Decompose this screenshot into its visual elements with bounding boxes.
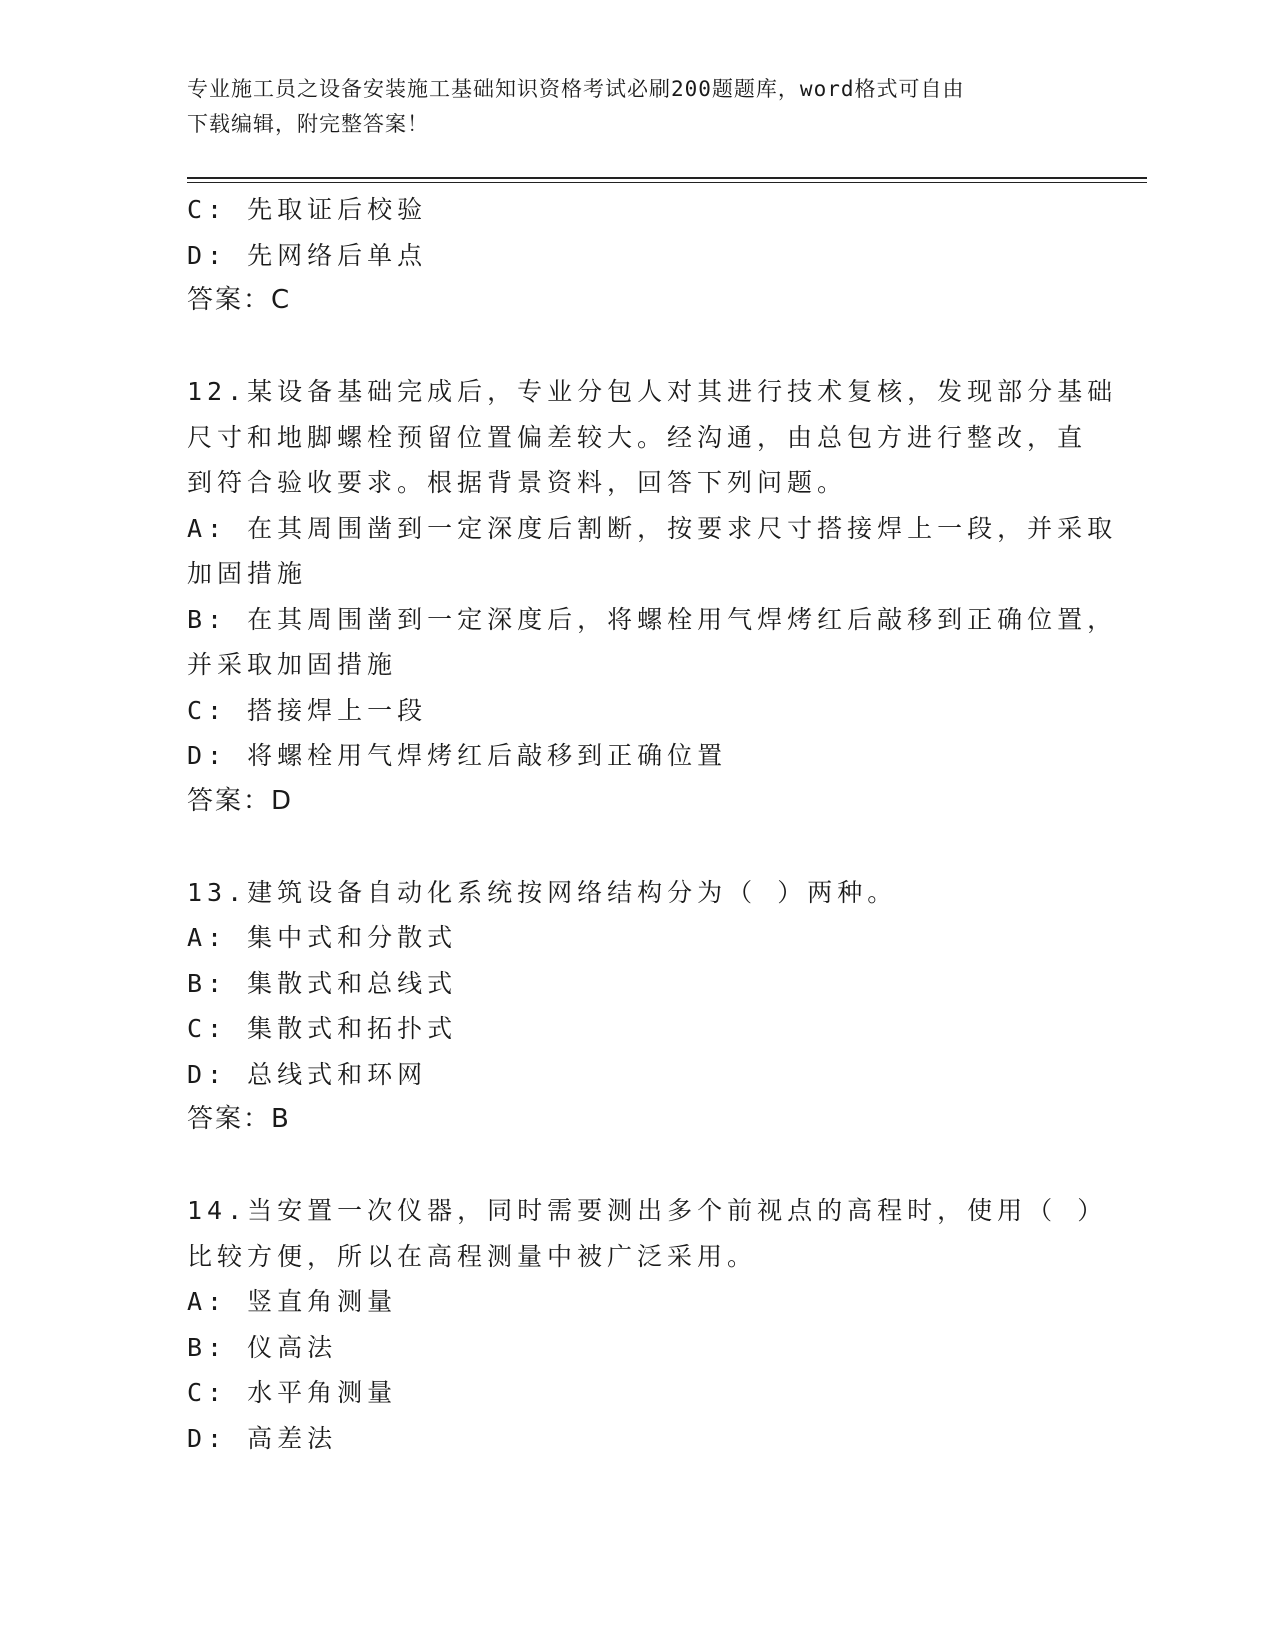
spacer [187, 1143, 1077, 1189]
option-a: A: 竖直角测量 [187, 1287, 398, 1316]
question-12 [187, 369, 1118, 824]
option-d: D: 将螺栓用气焊烤红后敲移到正确位置 [187, 741, 728, 770]
header-title-line-1: 专业施工员之设备安装施工基础知识资格考试必刷200题题库，word格式可自由 [187, 77, 965, 101]
question-stem-line: 14.当安置一次仪器，同时需要测出多个前视点的高程时，使用（ ） [187, 1196, 1108, 1225]
option-a-continued: 加固措施 [187, 559, 308, 588]
document-header [187, 72, 1067, 142]
option-c: C: 水平角测量 [187, 1378, 398, 1407]
spacer [187, 824, 1077, 870]
option-b-continued: 并采取加固措施 [187, 650, 398, 679]
question-13 [187, 870, 1077, 1143]
answer-line: 答案：B [187, 1104, 291, 1134]
option-b: B: 在其周围凿到一定深度后，将螺栓用气焊烤红后敲移到正确位置， [187, 604, 1118, 634]
option-c: C: 先取证后校验 [187, 195, 428, 224]
question-list [187, 187, 1118, 1461]
question-stem-line: 12.某设备基础完成后，专业分包人对其进行技术复核，发现部分基础 [187, 377, 1118, 406]
option-a: A: 在其周围凿到一定深度后割断，按要求尺寸搭接焊上一段，并采取 [187, 513, 1118, 543]
option-b: B: 集散式和总线式 [187, 968, 458, 998]
header-divider-thick [187, 177, 1147, 179]
question-14 [187, 1188, 1108, 1461]
header-divider-thin [187, 182, 1147, 183]
answer-line: 答案：D [187, 785, 294, 816]
option-a: A: 集中式和分散式 [187, 923, 458, 952]
option-d: D: 总线式和环网 [187, 1059, 428, 1089]
option-b: B: 仪高法 [187, 1332, 338, 1362]
answer-line: 答案：C [187, 285, 292, 315]
question-11 [187, 187, 1077, 324]
option-c: C: 集散式和拓扑式 [187, 1014, 458, 1043]
header-title-line-2: 下载编辑，附完整答案！ [187, 112, 429, 136]
question-stem-line: 尺寸和地脚螺栓预留位置偏差较大。经沟通，由总包方进行整改，直 [187, 422, 1088, 452]
question-stem-line: 比较方便，所以在高程测量中被广泛采用。 [187, 1241, 758, 1271]
option-d: D: 高差法 [187, 1423, 338, 1453]
spacer [187, 324, 1077, 370]
option-d: D: 先网络后单点 [187, 240, 428, 270]
option-c: C: 搭接焊上一段 [187, 695, 428, 725]
question-stem-line: 到符合验收要求。根据背景资料，回答下列问题。 [187, 468, 848, 497]
question-stem-line: 13.建筑设备自动化系统按网络结构分为（ ）两种。 [187, 877, 898, 907]
